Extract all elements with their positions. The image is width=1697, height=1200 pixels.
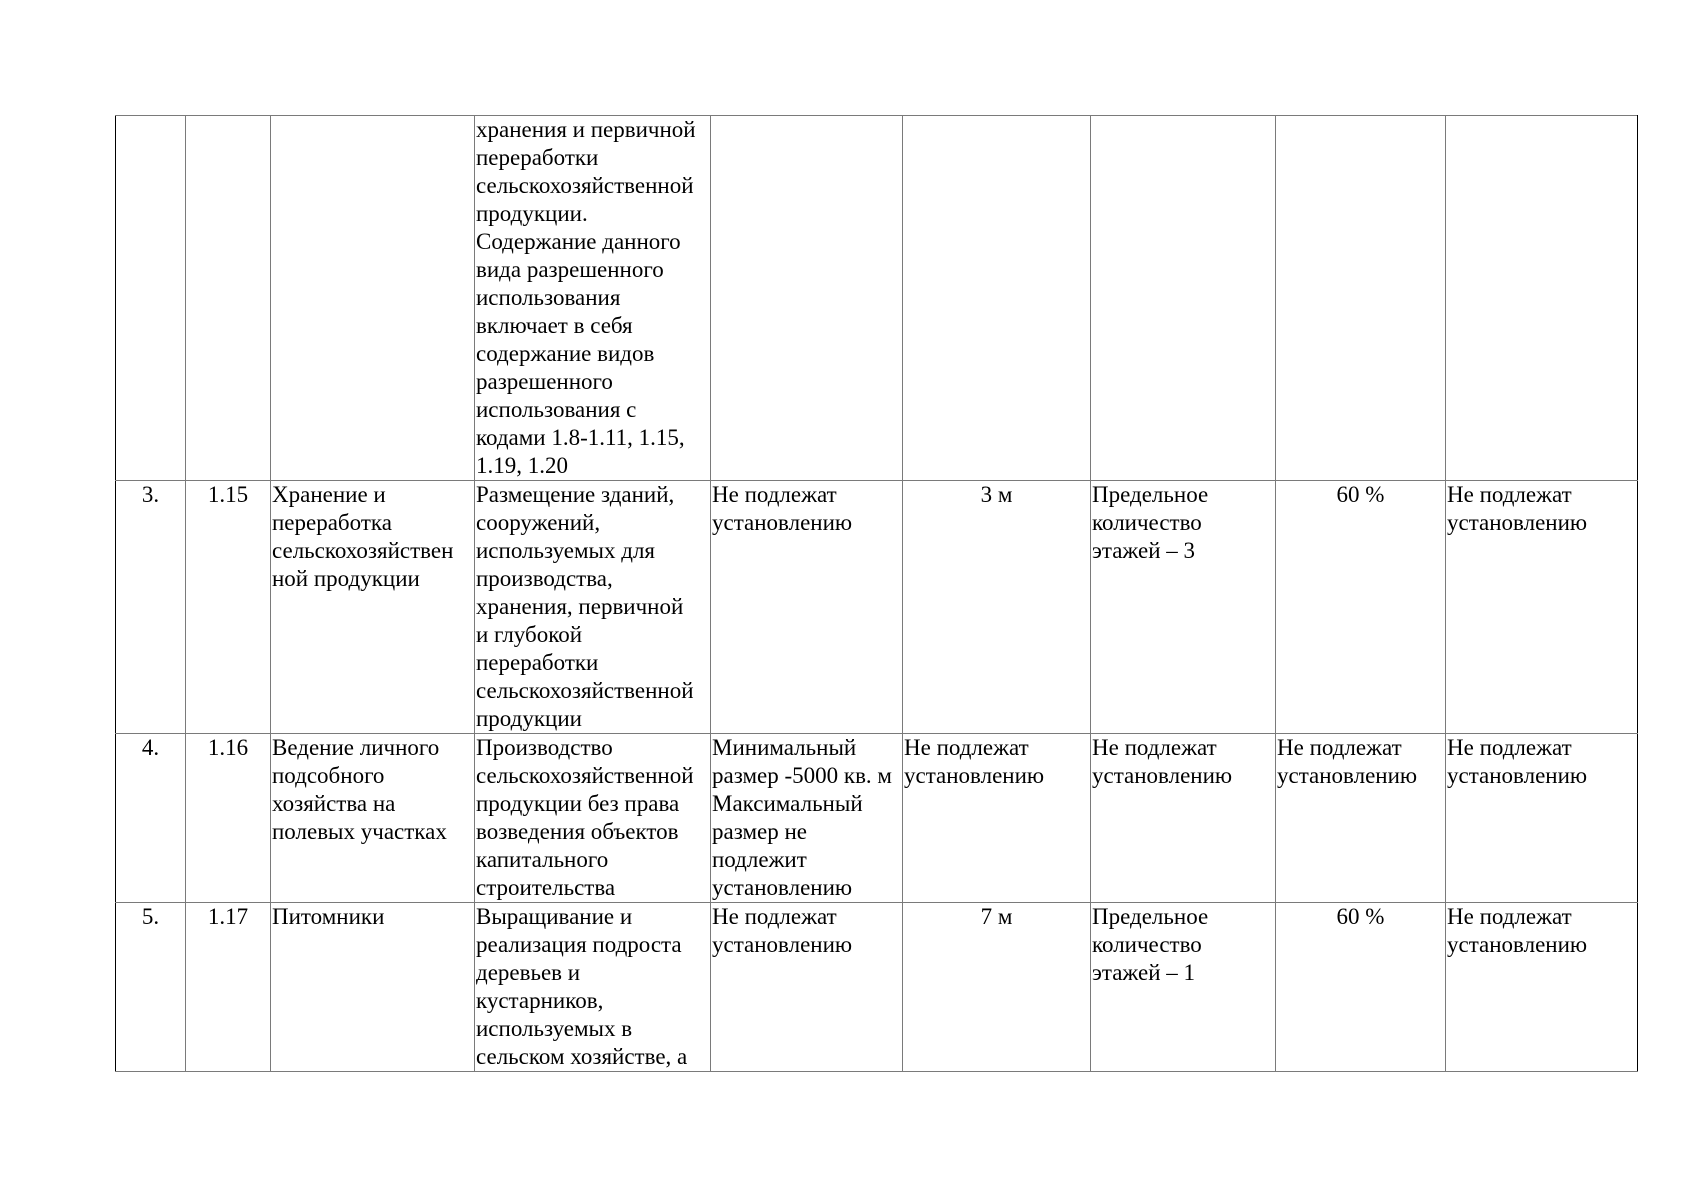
plot-size-cell: Не подлежат установлению — [711, 903, 903, 1072]
row-number-cell: 3. — [116, 481, 186, 734]
other-params-cell: Не подлежат установлению — [1446, 903, 1638, 1072]
setback-cell — [903, 116, 1091, 481]
setback-cell: 3 м — [903, 481, 1091, 734]
coverage-cell — [1276, 116, 1446, 481]
row-number-cell — [116, 116, 186, 481]
use-name-cell: Ведение личного подсобного хозяйства на полевых участках — [271, 734, 475, 903]
table-row — [116, 903, 1638, 1072]
use-name-cell: Питомники — [271, 903, 475, 1072]
plot-size-cell: Минимальный размер -5000 кв. м Максимальный размер не подлежит установлению — [711, 734, 903, 903]
floors-cell: Не подлежат установлению — [1091, 734, 1276, 903]
use-description-cell: Выращивание и реализация подроста деревьев и кустарников, используемых в сельском хозяйстве, а — [475, 903, 711, 1072]
other-params-cell: Не подлежат установлению — [1446, 734, 1638, 903]
setback-cell: 7 м — [903, 903, 1091, 1072]
use-description-cell: Размещение зданий, сооружений, используемых для производства, хранения, первичной и глубокой переработки сельскохозяйственной продукции — [475, 481, 711, 734]
plot-size-cell — [711, 116, 903, 481]
other-params-cell: Не подлежат установлению — [1446, 481, 1638, 734]
code-cell: 1.15 — [186, 481, 271, 734]
row-number-cell: 5. — [116, 903, 186, 1072]
use-name-cell — [271, 116, 475, 481]
row-number-cell: 4. — [116, 734, 186, 903]
floors-cell: Предельное количество этажей – 1 — [1091, 903, 1276, 1072]
floors-cell — [1091, 116, 1276, 481]
code-cell — [186, 116, 271, 481]
coverage-cell: 60 % — [1276, 481, 1446, 734]
coverage-cell: Не подлежат установлению — [1276, 734, 1446, 903]
coverage-cell: 60 % — [1276, 903, 1446, 1072]
other-params-cell — [1446, 116, 1638, 481]
code-cell: 1.17 — [186, 903, 271, 1072]
table-row — [116, 116, 1638, 481]
land-use-table — [115, 115, 1638, 1072]
use-description-cell: Производство сельскохозяйственной продукции без права возведения объектов капитального строительства — [475, 734, 711, 903]
use-name-cell: Хранение и переработка сельскохозяйствен ной продукции — [271, 481, 475, 734]
plot-size-cell: Не подлежат установлению — [711, 481, 903, 734]
setback-cell: Не подлежат установлению — [903, 734, 1091, 903]
table-row — [116, 734, 1638, 903]
use-description-cell: хранения и первичной переработки сельскохозяйственной продукции. Содержание данного вида разрешенного использования включает в себя содержание видов разрешенного использования с кодами 1.8-1.11, 1.15, 1.19, 1.20 — [475, 116, 711, 481]
code-cell: 1.16 — [186, 734, 271, 903]
table-row — [116, 481, 1638, 734]
floors-cell: Предельное количество этажей – 3 — [1091, 481, 1276, 734]
